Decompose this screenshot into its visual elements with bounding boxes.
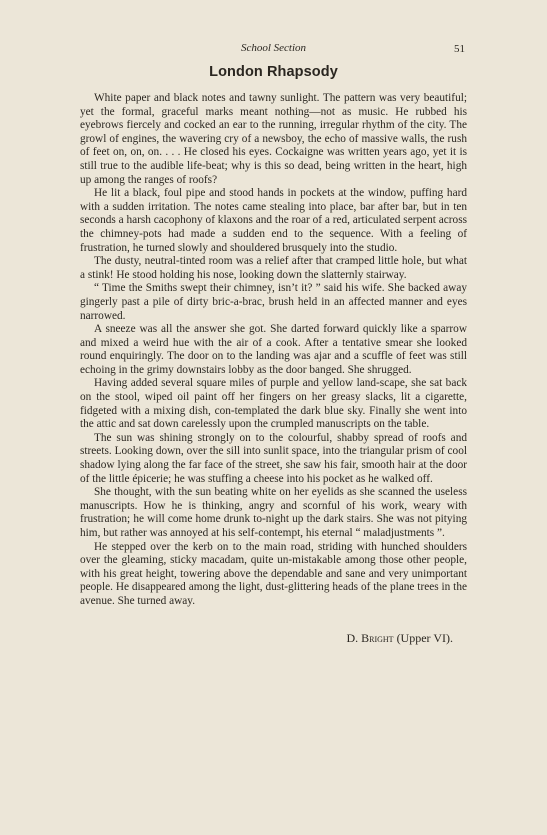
article-body (80, 92, 467, 609)
page-number: 51 (454, 43, 465, 55)
paragraph: She thought, with the sun beating white on her eyelids as she scanned the useless manuscripts. How he is thinking, angry and scornful of his work, weary with frustration; he will come home drunk to-night up the dark stairs. She was not pitying him, but rather was annoyed at his self-contempt, his eternal “ maladjustments ”. (80, 486, 467, 539)
paragraph: The dusty, neutral-tinted room was a relief after that cramped little hole, but what a stink! He stood holding his nose, looking down the slatternly stairway. (80, 255, 467, 281)
paragraph: White paper and black notes and tawny sunlight. The pattern was very beautiful; yet the formal, graceful marks meant nothing—not as music. He rubbed his eyebrows fiercely and cocked an ear to the running, irregular rhythm of the city. The growl of engines, the wavering cry of a newsboy, the echo of massive walls, the rush of feet on, on, on. . . . He closed his eyes. Cockaigne was written years ago, yet it is still true to the audible life-beat; why is this so dead, being written in the heart, high up among the ranges of roofs? (80, 92, 467, 186)
paragraph: He stepped over the kerb on to the main road, striding with hunched shoulders over the gleaming, sticky macadam, quite un-mistakable among those other people, with his great height, towering above the dependable and sane and very unimportant people. He disappeared among the light, dust-glittering heads of the plane trees in the avenue. She turned away. (80, 540, 467, 607)
author-name: D. Bright (346, 630, 394, 645)
author-signature (80, 631, 467, 646)
paragraph: “ Time the Smiths swept their chimney, isn’t it? ” said his wife. She backed away gingerly past a pile of dirty bric-a-brac, brush held in an affected manner and eyes narrowed. (80, 282, 467, 322)
paragraph: He lit a black, foul pipe and stood hands in pockets at the window, puffing hard with a sudden irritation. The notes came stealing into place, bar after bar, but in ten seconds a harsh cacophony of klaxons and the roar of a red, articulated serpent across the chimney-pots had made a sudden end to the sequence. With a feeling of frustration, he turned slowly and shouldered brusquely into the studio. (80, 187, 467, 254)
section-name: School Section (240, 42, 307, 54)
paragraph: A sneeze was all the answer she got. She darted forward quickly like a sparrow and mixed a weird hue with the air of a cook. After a tentative smear she looked round enquiringly. The door on to the landing was ajar and a scuffle of feet was still echoing in the grimy downstairs lobby as the door banged. She shrugged. (80, 323, 467, 376)
paragraph: Having added several square miles of purple and yellow land-scape, she sat back on the stool, wiped oil paint off her fingers on her greasy slacks, lit a cigarette, fidgeted with a mixing dish, con-templated the dark blue sky. Finally she went into the attic and sat down carelessly upon the crumpled manuscripts on the table. (80, 377, 467, 431)
running-head (80, 40, 467, 58)
article-title: London Rhapsody (209, 64, 338, 80)
paragraph: The sun was shining strongly on to the colourful, shabby spread of roofs and streets. Looking down, over the sill into sunlit space, into the triangular prism of cool shadow lying along the far face of the street, she saw his fair, smooth hair at the door of the little épicerie; he was stuffing a cheese into his pocket as he walked off. (80, 431, 467, 485)
author-form: (Upper VI). (396, 630, 453, 645)
